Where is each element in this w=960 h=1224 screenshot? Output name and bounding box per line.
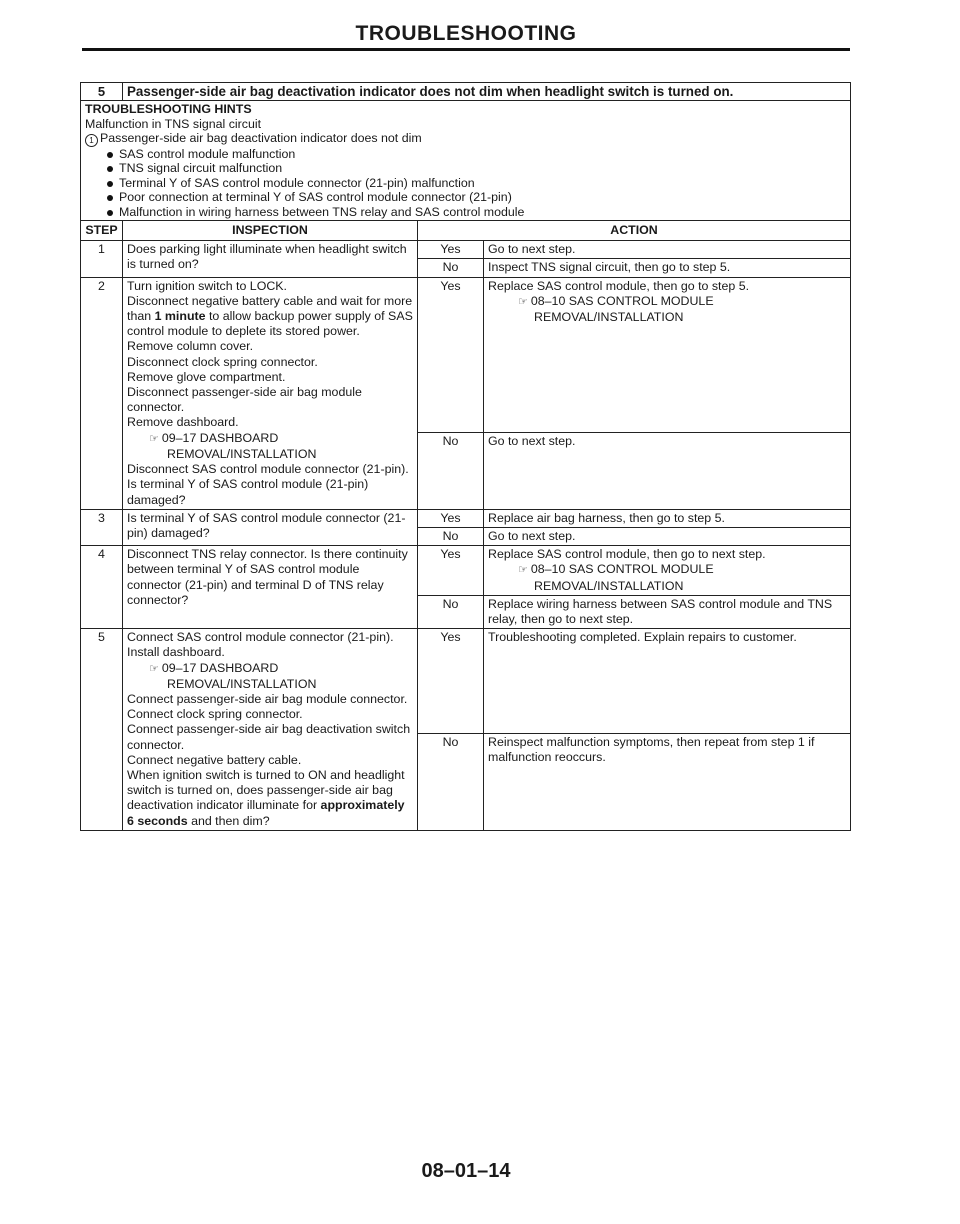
hint-bullet: Malfunction in wiring harness between TNS relay and SAS control module	[107, 205, 846, 219]
hint-bullet: Terminal Y of SAS control module connector (21-pin) malfunction	[107, 176, 846, 190]
inspection-line	[127, 768, 413, 829]
pointing-hand-icon: ☞	[518, 295, 528, 308]
step-inspection: Disconnect TNS relay connector. Is there continuity between terminal Y of SAS control module connector (21-pin) and terminal D of TNS relay connector?	[123, 546, 418, 629]
symptom-number: 5	[81, 83, 123, 101]
step-number: 1	[81, 241, 123, 277]
reference-text: 08–10 SAS CONTROL MODULE	[530, 562, 714, 577]
column-header-row	[81, 221, 851, 241]
no-action: Inspect TNS signal circuit, then go to step 5.	[484, 259, 851, 277]
hints-cause: Malfunction in TNS signal circuit	[85, 116, 262, 131]
hint-bullet: TNS signal circuit malfunction	[107, 161, 846, 175]
step-number: 4	[81, 546, 123, 629]
pointing-hand-icon: ☞	[149, 432, 159, 445]
reference-text: 09–17 DASHBOARD	[161, 430, 279, 445]
inspection-line	[127, 294, 413, 340]
yes-label: Yes	[418, 241, 484, 259]
inspection-text: When ignition switch is turned to ON and headlight switch is turned on, does passenger-side air bag deactivation indicator illuminate for	[127, 767, 405, 813]
step-number: 5	[81, 629, 123, 831]
inspection-column-header: INSPECTION	[123, 221, 418, 241]
step-inspection: Does parking light illuminate when headlight switch is turned on?	[123, 241, 418, 277]
hint-bullet: Poor connection at terminal Y of SAS control module connector (21-pin)	[107, 190, 846, 204]
action-column-header: ACTION	[418, 221, 851, 241]
hints-symptom	[85, 131, 846, 147]
no-label: No	[418, 734, 484, 831]
yes-label: Yes	[418, 629, 484, 734]
action-text: Replace SAS control module, then go to step 5.	[488, 278, 750, 293]
hints-section	[81, 101, 851, 221]
yes-label: Yes	[418, 509, 484, 527]
inspection-text: Disconnect negative battery cable and wait for more than	[127, 293, 413, 324]
inspection-line: Disconnect clock spring connector.	[127, 354, 318, 369]
step-row	[81, 629, 851, 734]
inspection-emphasis: approximately 6 seconds	[127, 798, 405, 828]
reference-text: REMOVAL/INSTALLATION	[167, 676, 317, 691]
inspection-line: Disconnect SAS control module connector (21-pin).	[127, 462, 409, 477]
step-inspection: Is terminal Y of SAS control module connector (21-pin) damaged?	[123, 509, 418, 545]
inspection-line: Remove column cover.	[127, 339, 254, 354]
yes-action: Go to next step.	[484, 241, 851, 259]
reference-link[interactable]	[488, 562, 846, 578]
inspection-line: Is terminal Y of SAS control module (21-pin) damaged?	[127, 477, 369, 507]
reference-text: 09–17 DASHBOARD	[161, 660, 279, 675]
pointing-hand-icon: ☞	[149, 662, 159, 675]
title-rule	[82, 48, 850, 51]
inspection-emphasis: 1 minute	[154, 309, 206, 324]
inspection-text: and then dim?	[191, 813, 270, 828]
step-row	[81, 241, 851, 259]
inspection-text: to allow backup power supply of SAS control module to deplete its stored power.	[127, 309, 413, 339]
inspection-line: Disconnect passenger-side air bag module connector.	[127, 385, 362, 415]
circled-one-icon: 1	[85, 134, 98, 147]
no-label: No	[418, 259, 484, 277]
inspection-line: Turn ignition switch to LOCK.	[127, 278, 287, 293]
no-action: Replace wiring harness between SAS control module and TNS relay, then go to next step.	[484, 595, 851, 628]
no-label: No	[418, 527, 484, 545]
symptom-title: Passenger-side air bag deactivation indicator does not dim when headlight switch is turned on.	[123, 83, 851, 101]
step-inspection	[123, 629, 418, 831]
symptom-row	[81, 83, 851, 101]
no-action: Go to next step.	[484, 432, 851, 509]
pointing-hand-icon: ☞	[518, 564, 528, 577]
inspection-line: Connect passenger-side air bag module connector.	[127, 691, 408, 706]
yes-label: Yes	[418, 277, 484, 432]
page-title: TROUBLESHOOTING	[355, 22, 577, 45]
step-row	[81, 546, 851, 596]
inspection-line: Connect clock spring connector.	[127, 707, 303, 722]
reference-text: REMOVAL/INSTALLATION	[167, 446, 317, 461]
hints-heading: TROUBLESHOOTING HINTS	[85, 102, 252, 117]
reference-text: REMOVAL/INSTALLATION	[534, 578, 684, 593]
inspection-line: Remove glove compartment.	[127, 369, 286, 384]
no-action: Go to next step.	[484, 527, 851, 545]
reference-link[interactable]	[488, 294, 846, 310]
step-row	[81, 509, 851, 527]
no-label: No	[418, 432, 484, 509]
step-row	[81, 277, 851, 432]
hints-symptom-text: Passenger-side air bag deactivation indicator does not dim	[100, 131, 422, 146]
step-inspection	[123, 277, 418, 509]
troubleshooting-table	[80, 82, 851, 831]
action-text: Replace SAS control module, then go to next step.	[488, 547, 766, 562]
step-number: 2	[81, 277, 123, 509]
hint-bullet: SAS control module malfunction	[107, 147, 846, 161]
hints-row	[81, 101, 851, 221]
inspection-line: Connect passenger-side air bag deactivation switch connector.	[127, 722, 411, 752]
reference-text: REMOVAL/INSTALLATION	[534, 310, 684, 325]
inspection-line: Connect negative battery cable.	[127, 752, 302, 767]
yes-action	[484, 277, 851, 432]
step-number: 3	[81, 509, 123, 545]
yes-action	[484, 546, 851, 596]
reference-text: 08–10 SAS CONTROL MODULE	[530, 293, 714, 308]
inspection-line: Connect SAS control module connector (21-pin).	[127, 630, 394, 645]
hints-bullet-list	[85, 147, 846, 219]
reference-link[interactable]	[127, 661, 413, 677]
no-label: No	[418, 595, 484, 628]
yes-action: Replace air bag harness, then go to step 5.	[484, 509, 851, 527]
yes-action: Troubleshooting completed. Explain repairs to customer.	[484, 629, 851, 734]
no-action: Reinspect malfunction symptoms, then repeat from step 1 if malfunction reoccurs.	[484, 734, 851, 831]
yes-label: Yes	[418, 546, 484, 596]
step-column-header: STEP	[81, 221, 123, 241]
page-number: 08–01–14	[421, 1160, 511, 1182]
inspection-line: Remove dashboard.	[127, 415, 239, 430]
reference-link[interactable]	[127, 431, 413, 447]
inspection-line: Install dashboard.	[127, 645, 225, 660]
